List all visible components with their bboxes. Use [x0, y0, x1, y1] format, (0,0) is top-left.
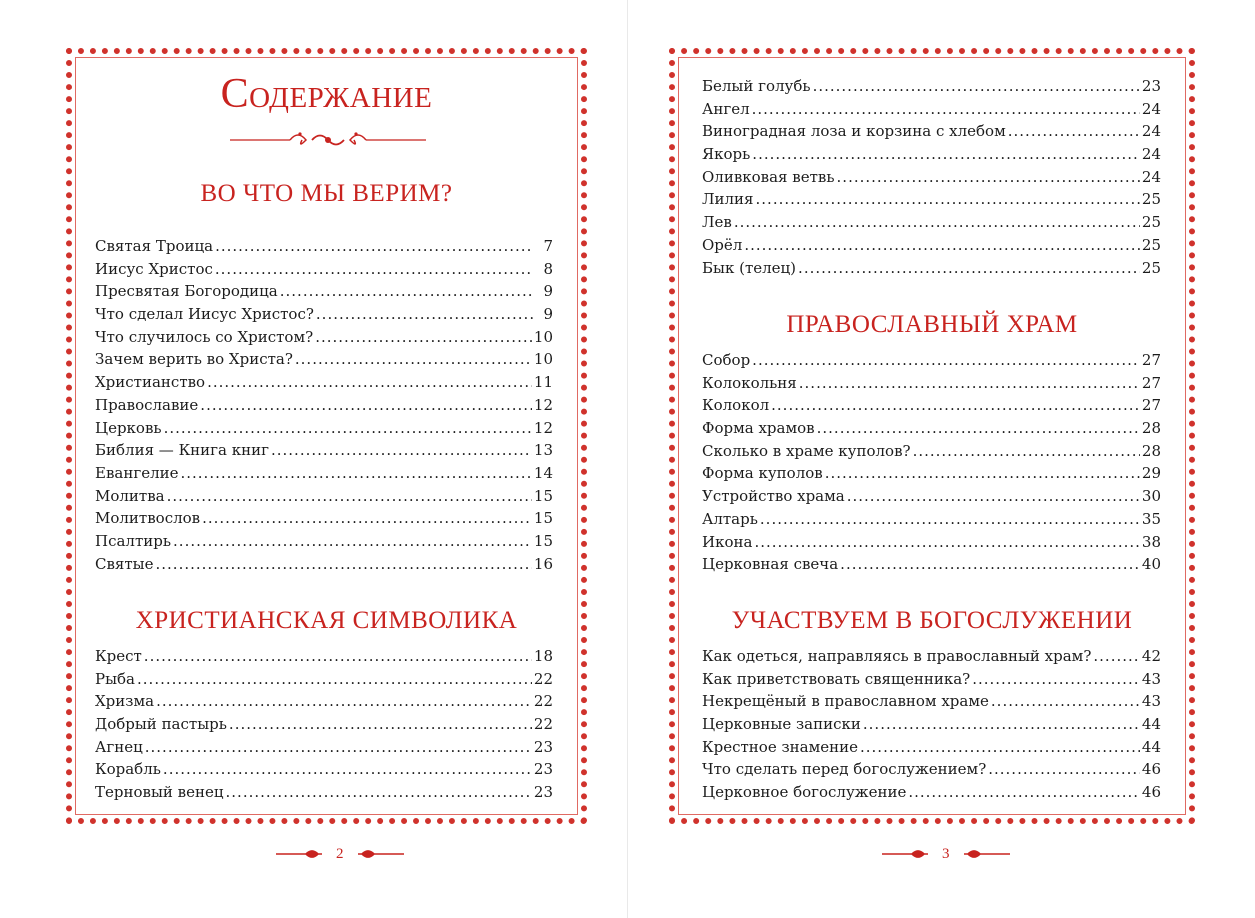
toc-entry-title: Собор: [702, 351, 751, 369]
toc-entry-page: 23: [533, 783, 553, 802]
toc-entry[interactable]: [702, 645, 1161, 668]
toc-entry[interactable]: [702, 143, 1161, 166]
toc-entry-title: Библия — Книга книг: [95, 441, 269, 460]
toc-leader-dots: [1093, 645, 1140, 668]
toc-entry[interactable]: [702, 531, 1161, 554]
toc-entry[interactable]: [702, 713, 1161, 736]
toc-entry[interactable]: [95, 690, 553, 713]
toc-leader-dots: [173, 530, 532, 553]
toc-entry-title: Пресвятая Богородица: [95, 282, 278, 301]
toc-entry-page: 44: [1141, 715, 1161, 734]
section-heading-service: УЧАСТВУЕМ В БОГОСЛУЖЕНИИ: [731, 607, 1133, 634]
toc-entry[interactable]: [702, 758, 1161, 781]
toc-list-temple: [702, 349, 1161, 576]
toc-entry-title: Ангел: [702, 99, 750, 118]
toc-entry-title: Зачем верить во Христа?: [95, 350, 293, 369]
toc-entry[interactable]: [702, 234, 1161, 257]
toc-leader-dots: [295, 348, 532, 371]
toc-entry[interactable]: [95, 235, 553, 258]
toc-entry-page: 25: [1141, 258, 1161, 277]
toc-entry[interactable]: [702, 553, 1161, 576]
toc-entry[interactable]: [95, 326, 553, 349]
toc-entry-page: 46: [1141, 783, 1161, 802]
section-heading-beliefs: ВО ЧТО МЫ ВЕРИМ?: [200, 180, 453, 207]
toc-list-symbolism-continued: [702, 75, 1161, 279]
toc-entry[interactable]: [95, 668, 553, 691]
toc-entry[interactable]: [702, 372, 1161, 395]
toc-leader-dots: [202, 507, 532, 530]
toc-leader-dots: [913, 440, 1140, 463]
toc-entry-title: Как одеться, направляясь в православный храм?: [702, 647, 1092, 665]
toc-entry-title: Устройство храма: [702, 487, 845, 506]
toc-entry-page: 44: [1141, 737, 1161, 756]
toc-entry-title: Святая Троица: [95, 237, 214, 255]
toc-entry-title: Некрещёный в православном храме: [702, 692, 989, 711]
toc-entry-page: 28: [1141, 419, 1161, 438]
toc-entry[interactable]: [95, 258, 553, 281]
toc-entry-title: Белый голубь: [702, 77, 811, 95]
toc-entry-title: Евангелие: [95, 463, 179, 482]
toc-entry-page: 27: [1141, 373, 1161, 392]
toc-entry-page: 15: [533, 486, 553, 505]
page-title: Содержание: [220, 71, 433, 117]
toc-list-symbolism: [95, 645, 553, 804]
toc-entry-page: 27: [1141, 351, 1161, 369]
toc-leader-dots: [863, 713, 1140, 736]
toc-entry-page: 23: [1141, 77, 1161, 95]
toc-entry-page: 29: [1141, 464, 1161, 483]
toc-entry-title: Оливковая ветвь: [702, 167, 835, 186]
toc-leader-dots: [271, 439, 532, 462]
toc-entry[interactable]: [95, 462, 553, 485]
toc-entry-title: Церковные записки: [702, 715, 861, 734]
toc-entry-page: 11: [533, 373, 553, 392]
toc-entry-page: 27: [1141, 396, 1161, 415]
toc-entry-page: 18: [533, 647, 553, 665]
toc-entry[interactable]: [95, 417, 553, 440]
toc-entry-title: Якорь: [702, 145, 751, 164]
toc-leader-dots: [734, 211, 1140, 234]
toc-leader-dots: [226, 781, 532, 804]
toc-entry-page: 8: [543, 259, 553, 278]
toc-entry[interactable]: [95, 394, 553, 417]
toc-entry[interactable]: [95, 371, 553, 394]
toc-entry[interactable]: [95, 348, 553, 371]
toc-entry[interactable]: [95, 713, 553, 736]
toc-list-beliefs: [95, 235, 553, 575]
toc-list-service: [702, 645, 1161, 804]
toc-leader-dots: [215, 258, 533, 281]
toc-entry-page: 16: [533, 554, 553, 573]
toc-entry-page: 15: [533, 509, 553, 528]
toc-entry-page: 24: [1141, 145, 1161, 164]
toc-leader-dots: [837, 166, 1140, 189]
toc-leader-dots: [760, 508, 1140, 531]
toc-entry-title: Что сделать перед богослужением?: [702, 760, 987, 779]
toc-entry-title: Церковная свеча: [702, 555, 839, 574]
toc-entry-page: 28: [1141, 441, 1161, 460]
toc-entry[interactable]: [702, 75, 1161, 98]
toc-entry-title: Церковное богослужение: [702, 783, 907, 802]
toc-leader-dots: [137, 668, 532, 691]
toc-entry[interactable]: [95, 507, 553, 530]
toc-entry-page: 42: [1141, 647, 1161, 665]
toc-leader-dots: [908, 781, 1140, 804]
toc-leader-dots: [825, 462, 1140, 485]
toc-leader-dots: [813, 75, 1140, 98]
toc-leader-dots: [972, 668, 1140, 691]
toc-entry[interactable]: [95, 645, 553, 668]
toc-entry[interactable]: [95, 303, 553, 326]
toc-entry-page: 7: [543, 237, 553, 255]
toc-leader-dots: [315, 326, 532, 349]
toc-entry[interactable]: [702, 211, 1161, 234]
title-ornament: [230, 130, 426, 150]
toc-entry[interactable]: [95, 485, 553, 508]
toc-entry-title: Хризма: [95, 692, 155, 711]
toc-entry-title: Сколько в храме куполов?: [702, 441, 911, 460]
toc-entry-page: 25: [1141, 190, 1161, 209]
toc-entry[interactable]: [702, 485, 1161, 508]
toc-entry-title: Колокол: [702, 396, 770, 415]
section-heading-temple: ПРАВОСЛАВНЫЙ ХРАМ: [786, 311, 1078, 338]
toc-entry[interactable]: [702, 736, 1161, 759]
toc-leader-dots: [164, 417, 532, 440]
toc-leader-dots: [860, 736, 1140, 759]
toc-entry[interactable]: [702, 668, 1161, 691]
toc-entry[interactable]: [702, 417, 1161, 440]
toc-leader-dots: [752, 143, 1140, 166]
toc-leader-dots: [144, 645, 532, 668]
toc-entry[interactable]: [702, 440, 1161, 463]
toc-entry-title: Виноградная лоза и корзина с хлебом: [702, 122, 1006, 141]
toc-entry-page: 35: [1141, 509, 1161, 528]
toc-entry-title: Лев: [702, 213, 732, 232]
toc-entry-page: 38: [1141, 532, 1161, 551]
toc-entry[interactable]: [702, 349, 1161, 372]
toc-entry[interactable]: [95, 280, 553, 303]
toc-entry-page: 24: [1141, 167, 1161, 186]
toc-leader-dots: [280, 280, 533, 303]
toc-entry[interactable]: [95, 530, 553, 553]
toc-entry-page: 12: [533, 395, 553, 414]
toc-entry[interactable]: [702, 98, 1161, 121]
toc-entry-title: Добрый пастырь: [95, 715, 227, 734]
toc-entry-title: Молитвослов: [95, 509, 201, 528]
toc-leader-dots: [200, 394, 532, 417]
toc-entry[interactable]: [95, 439, 553, 462]
toc-entry-page: 40: [1141, 555, 1161, 574]
toc-leader-dots: [840, 553, 1140, 576]
toc-leader-dots: [156, 553, 532, 576]
toc-leader-dots: [799, 372, 1140, 395]
folio-ornament-left-icon: [276, 847, 322, 861]
toc-leader-dots: [180, 462, 531, 485]
toc-leader-dots: [215, 235, 533, 258]
toc-leader-dots: [798, 257, 1140, 280]
toc-entry-page: 23: [533, 737, 553, 756]
toc-entry[interactable]: [95, 781, 553, 804]
toc-entry[interactable]: [702, 257, 1161, 280]
toc-entry-page: 25: [1141, 235, 1161, 254]
toc-entry-title: Христианство: [95, 373, 206, 392]
toc-entry[interactable]: [702, 166, 1161, 189]
folio-ornament-left-icon: [882, 847, 928, 861]
toc-entry-title: Терновый венец: [95, 783, 224, 802]
toc-leader-dots: [754, 531, 1139, 554]
toc-entry-title: Икона: [702, 532, 753, 551]
toc-entry-title: Орёл: [702, 235, 743, 254]
toc-entry[interactable]: [702, 690, 1161, 713]
toc-entry-page: 25: [1141, 213, 1161, 232]
toc-entry-title: Иисус Христос: [95, 259, 213, 278]
toc-entry-title: Колокольня: [702, 373, 797, 392]
toc-leader-dots: [744, 234, 1140, 257]
folio-ornament-right-icon: [964, 847, 1010, 861]
toc-entry[interactable]: [702, 462, 1161, 485]
toc-entry-title: Корабль: [95, 760, 161, 779]
toc-entry[interactable]: [95, 553, 553, 576]
toc-entry-page: 9: [543, 282, 553, 301]
toc-leader-dots: [163, 758, 532, 781]
section-heading-symbolism: ХРИСТИАНСКАЯ СИМВОЛИКА: [135, 607, 518, 634]
toc-entry-page: 43: [1141, 669, 1161, 688]
toc-entry-title: Крест: [95, 647, 142, 665]
page-number-right: [882, 842, 1010, 866]
toc-entry-title: Псалтирь: [95, 531, 172, 550]
toc-leader-dots: [156, 690, 532, 713]
toc-entry[interactable]: [702, 120, 1161, 143]
toc-entry-title: Церковь: [95, 418, 162, 437]
toc-entry-page: 30: [1141, 487, 1161, 506]
toc-entry[interactable]: [95, 758, 553, 781]
toc-entry-title: Святые: [95, 554, 154, 573]
toc-entry[interactable]: [702, 781, 1161, 804]
toc-entry-page: 24: [1141, 99, 1161, 118]
toc-entry-page: 23: [533, 760, 553, 779]
toc-leader-dots: [817, 417, 1140, 440]
toc-entry-page: 22: [533, 669, 553, 688]
toc-leader-dots: [752, 349, 1140, 372]
toc-leader-dots: [145, 736, 532, 759]
page-number-left: [276, 842, 404, 866]
page-gutter: [627, 0, 628, 918]
page-number-value: 2: [336, 845, 344, 862]
toc-entry-title: Бык (телец): [702, 258, 797, 277]
toc-entry-title: Агнец: [95, 737, 143, 756]
toc-entry-page: 22: [533, 692, 553, 711]
toc-leader-dots: [752, 98, 1140, 121]
toc-entry-title: Лилия: [702, 190, 754, 209]
toc-entry-page: 10: [533, 327, 553, 346]
toc-entry[interactable]: [702, 188, 1161, 211]
toc-entry[interactable]: [702, 508, 1161, 531]
toc-entry-page: 14: [533, 463, 553, 482]
toc-entry-title: Алтарь: [702, 509, 758, 528]
folio-ornament-right-icon: [358, 847, 404, 861]
toc-leader-dots: [988, 758, 1140, 781]
toc-entry-page: 10: [533, 350, 553, 369]
toc-entry-title: Форма храмов: [702, 419, 815, 438]
toc-entry-page: 43: [1141, 692, 1161, 711]
toc-entry-page: 15: [533, 531, 553, 550]
toc-entry-title: Крестное знамение: [702, 737, 858, 756]
toc-leader-dots: [1008, 120, 1140, 143]
toc-entry-title: Рыба: [95, 669, 136, 688]
toc-entry[interactable]: [95, 736, 553, 759]
toc-leader-dots: [207, 371, 532, 394]
toc-leader-dots: [771, 394, 1140, 417]
toc-entry-page: 46: [1141, 760, 1161, 779]
toc-leader-dots: [229, 713, 532, 736]
toc-entry-title: Молитва: [95, 486, 165, 505]
toc-entry-title: Православие: [95, 395, 199, 414]
toc-leader-dots: [991, 690, 1140, 713]
toc-entry-page: 9: [543, 305, 553, 324]
toc-entry-title: Что случилось со Христом?: [95, 327, 314, 346]
toc-entry-title: Форма куполов: [702, 464, 823, 483]
toc-entry-title: Что сделал Иисус Христос?: [95, 305, 314, 324]
toc-leader-dots: [167, 485, 532, 508]
toc-entry-page: 13: [533, 441, 553, 460]
toc-entry[interactable]: [702, 394, 1161, 417]
toc-leader-dots: [847, 485, 1140, 508]
toc-leader-dots: [316, 303, 533, 326]
toc-entry-page: 24: [1141, 122, 1161, 141]
page-number-value: 3: [942, 845, 950, 862]
toc-entry-page: 12: [533, 418, 553, 437]
toc-entry-page: 22: [533, 715, 553, 734]
toc-entry-title: Как приветствовать священника?: [702, 669, 971, 688]
toc-leader-dots: [756, 188, 1140, 211]
